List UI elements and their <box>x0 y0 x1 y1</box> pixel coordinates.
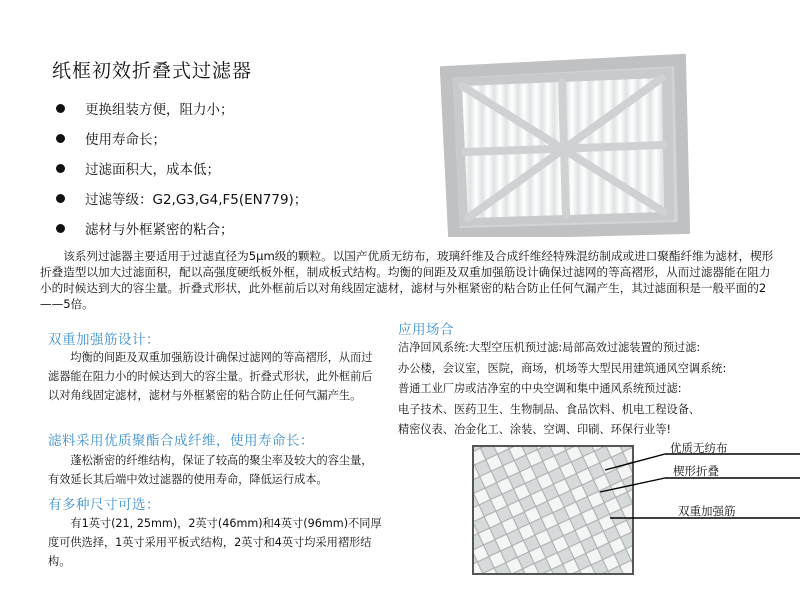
application-line: 洁净回风系统:大型空压机预过滤:局部高效过滤装置的预过滤: <box>398 341 701 354</box>
bullet-icon <box>56 194 65 203</box>
feature-list <box>56 93 307 243</box>
section-body-sizes: 有1英寸(21, 25mm)，2英寸(46mm)和4英寸(96mm)不同厚度可供选择，1英寸采用平板式结构，2英寸和4英寸均采用褶形结构。 <box>48 517 382 568</box>
bullet-icon <box>56 104 65 113</box>
feature-item: 更换组装方便，阻力小； <box>56 93 307 123</box>
section-heading-media: 滤料采用优质聚酯合成纤维，使用寿命长： <box>48 433 314 449</box>
intro-paragraph: 该系列过滤器主要适用于过滤直径为5μm级的颗粒。以国产优质无纺布，玻璃纤维及合成纤维经特殊混纺制成或进口聚酯纤维为滤材，楔形折叠造型以加大过滤面积，配以高强度硬纸板外框，制成板式结构。均衡的间距及双重加强筋设计确保过滤网的等高褶形，从而过滤器能在阻力小的时候达到大的容尘量。折叠式形状，此外框前后以对角线固定滤材，滤材与外框紧密的粘合防止任何气漏产生，其过滤面积是一般平面的2——5倍。 <box>40 249 774 311</box>
section-heading-ribs: 双重加强筋设计： <box>48 332 160 348</box>
application-list <box>398 338 778 441</box>
callout-wedge-pleat: 楔形折叠 <box>673 464 719 478</box>
application-line: 电子技术、医药卫生、生物制品、食品饮料、机电工程设备、 <box>398 402 701 416</box>
filter-product-image <box>440 52 690 237</box>
feature-item: 滤材与外框紧密的粘合； <box>56 213 307 243</box>
application-line: 普通工业厂房或洁净室的中央空调和集中通风系统预过滤: <box>398 382 682 395</box>
bullet-icon <box>56 224 65 233</box>
section-body-ribs: 均衡的间距及双重加强筋设计确保过滤网的等高褶形，从而过滤器能在阻力小的时候达到大的容尘量。折叠式形状，此外框前后以对角线固定滤材，滤材与外框紧密的粘合防止任何气漏产生。 <box>48 351 373 402</box>
bullet-icon <box>56 164 65 173</box>
application-line: 办公楼，会议室，医院，商场，机场等大型民用建筑通风空调系统: <box>398 361 727 375</box>
application-line: 精密仪表、冶金化工、涂装、空调、印刷、环保行业等! <box>398 423 671 436</box>
page-title: 纸框初效折叠式过滤器 <box>52 60 253 82</box>
callout-double-ribs: 双重加强筋 <box>678 504 736 518</box>
bullet-icon <box>56 134 65 143</box>
section-body-media: 蓬松渐密的纤维结构，保证了较高的聚尘率及较大的容尘量，有效延长其后端中效过滤器的使用寿命，降低运行成本。 <box>48 454 373 486</box>
callout-nonwoven: 优质无纺布 <box>670 441 728 455</box>
feature-item: 过滤等级：G2,G3,G4,F5(EN779)； <box>56 183 307 213</box>
section-heading-sizes: 有多种尺寸可选： <box>48 497 160 513</box>
feature-item: 使用寿命长； <box>56 123 307 153</box>
feature-item: 过滤面积大，成本低； <box>56 153 307 183</box>
application-heading: 应用场合 <box>398 322 454 338</box>
